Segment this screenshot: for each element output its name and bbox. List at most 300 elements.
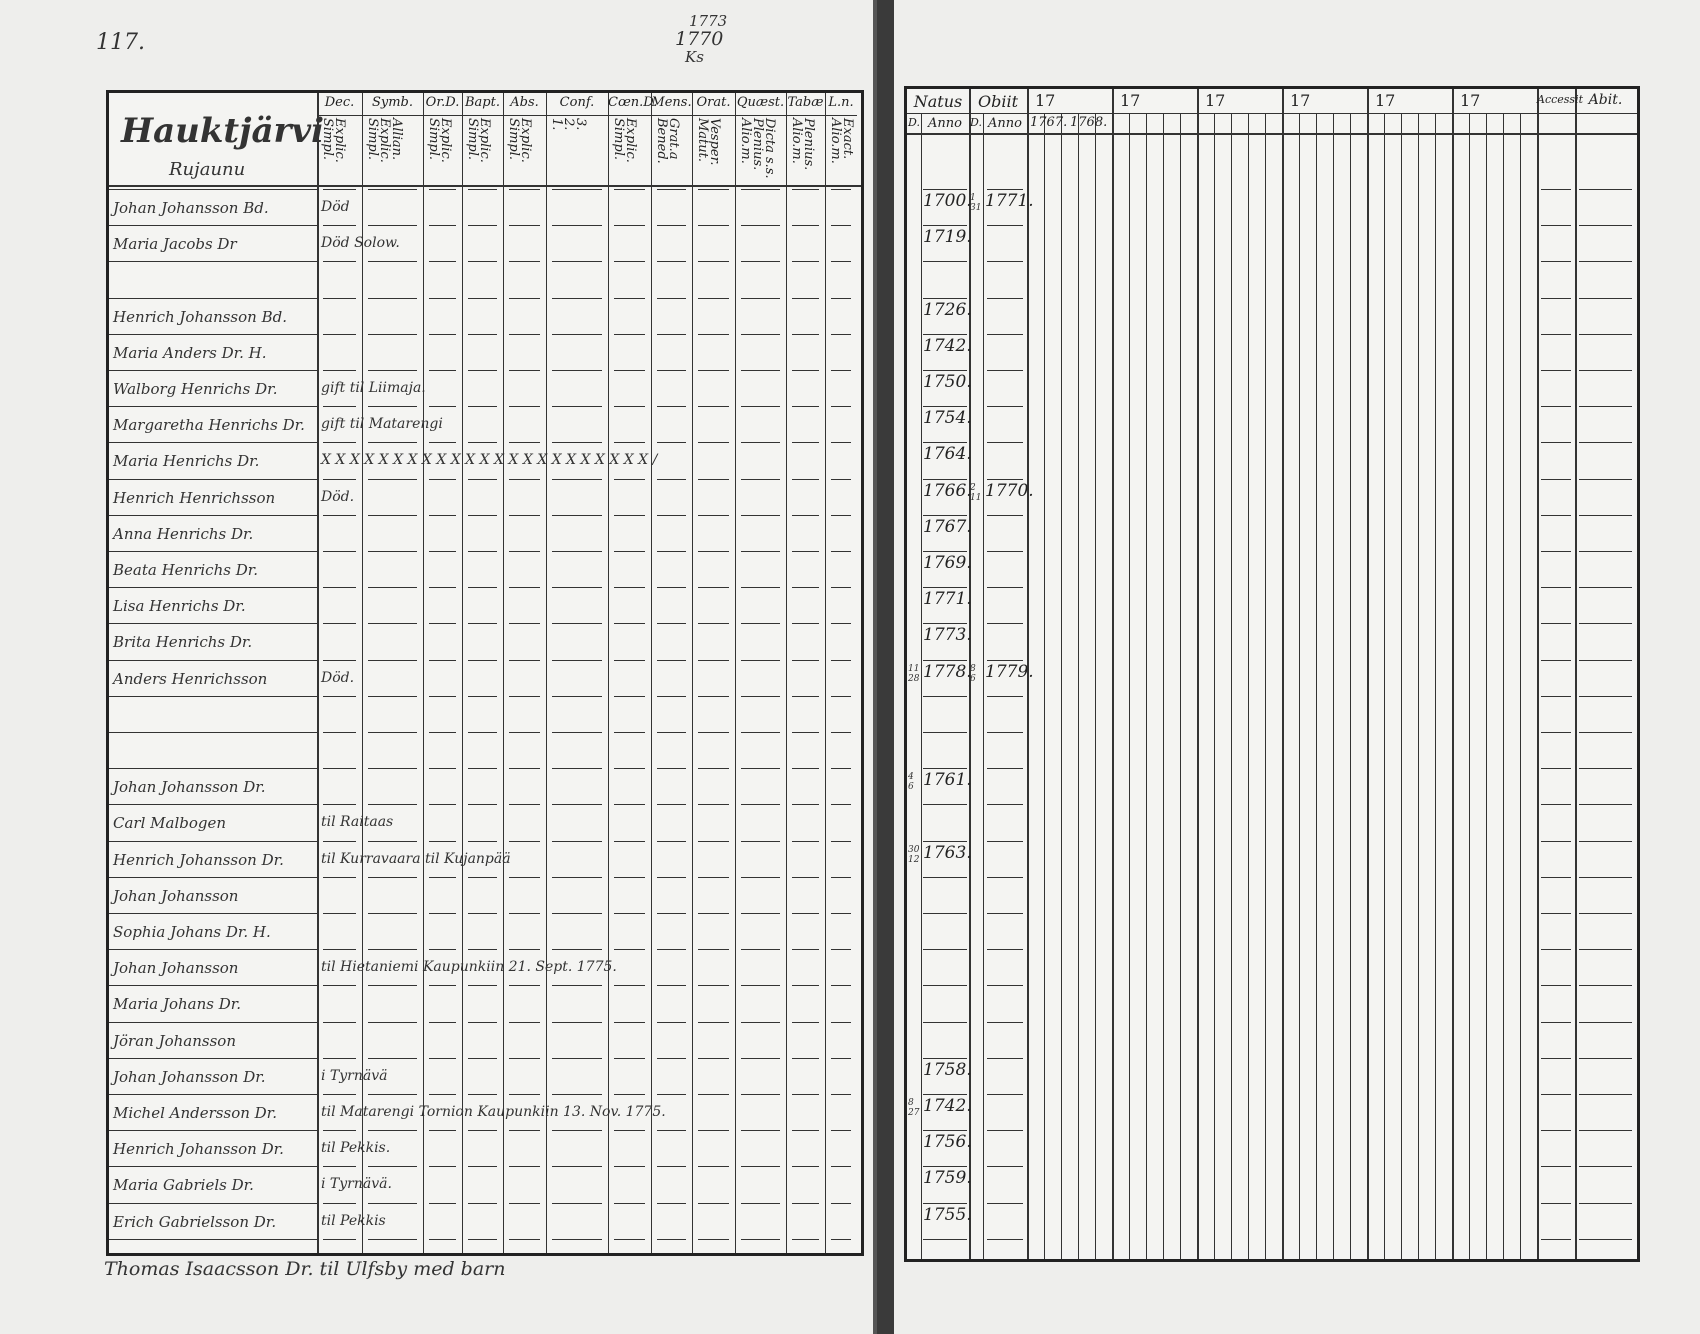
obiit-row-line bbox=[987, 877, 1023, 878]
natus-row-line bbox=[923, 768, 967, 769]
column-row-dash bbox=[368, 1203, 417, 1204]
abiit-row-line bbox=[1579, 913, 1632, 914]
year-subcolumn-line bbox=[1316, 113, 1317, 1259]
obiit-row-line bbox=[987, 1022, 1023, 1023]
natus-row-line bbox=[923, 189, 967, 190]
accessit-row-line bbox=[1541, 877, 1571, 878]
column-row-dash bbox=[831, 587, 851, 588]
obiit-row-line bbox=[987, 406, 1023, 407]
birth-year: 1778. bbox=[923, 661, 972, 682]
register-annotation: til Matarengi Tornion Kaupunkiin 13. Nov. 1775. bbox=[321, 1104, 666, 1120]
top-note-line: 1773 bbox=[689, 12, 728, 30]
column-row-dash bbox=[509, 1058, 540, 1059]
column-row-dash bbox=[698, 1130, 729, 1131]
name-row-line bbox=[109, 406, 317, 407]
name-row-line bbox=[109, 298, 317, 299]
column-row-dash bbox=[429, 985, 456, 986]
abiit-row-line bbox=[1579, 804, 1632, 805]
column-row-dash bbox=[614, 768, 645, 769]
year-subcolumn-line bbox=[1214, 113, 1215, 1259]
column-row-dash bbox=[429, 732, 456, 733]
column-row-dash bbox=[323, 370, 356, 371]
column-subheader-orat: Vesper. Matut. bbox=[695, 118, 722, 166]
year-subcolumn-line bbox=[1265, 113, 1266, 1259]
accessit-row-line bbox=[1541, 949, 1571, 950]
obiit-row-line bbox=[987, 841, 1023, 842]
column-row-dash bbox=[468, 189, 497, 190]
column-row-dash bbox=[741, 515, 780, 516]
column-row-dash bbox=[831, 804, 851, 805]
column-border bbox=[546, 93, 547, 1253]
name-column-border bbox=[317, 93, 319, 1253]
column-row-dash bbox=[614, 1094, 645, 1095]
year-subcolumn-line bbox=[1061, 113, 1062, 1259]
natus-row-line bbox=[923, 804, 967, 805]
obiit-row-line bbox=[987, 696, 1023, 697]
column-border bbox=[692, 93, 693, 1253]
column-row-dash bbox=[468, 841, 497, 842]
obiit-row-line bbox=[987, 913, 1023, 914]
column-subheader-dec: Explic. Simpl. bbox=[320, 118, 347, 163]
column-header-underline bbox=[651, 115, 692, 116]
column-row-dash bbox=[657, 298, 686, 299]
abiit-row-line bbox=[1579, 1058, 1632, 1059]
abiit-row-line bbox=[1579, 696, 1632, 697]
natus-row-line bbox=[923, 877, 967, 878]
column-row-dash bbox=[509, 1130, 540, 1131]
column-row-dash bbox=[552, 189, 602, 190]
column-row-dash bbox=[552, 1058, 602, 1059]
obiit-row-line bbox=[987, 225, 1023, 226]
column-row-dash bbox=[509, 370, 540, 371]
column-row-dash bbox=[323, 913, 356, 914]
column-header-tab: Tabæ bbox=[787, 95, 824, 110]
column-row-dash bbox=[552, 442, 602, 443]
year-column-border bbox=[1197, 89, 1199, 1259]
column-border bbox=[462, 93, 463, 1253]
register-annotation: X X X X X X X X X X X X X X X X X X X X X X X / bbox=[321, 452, 658, 469]
column-row-dash bbox=[698, 949, 729, 950]
year-column-border bbox=[1452, 89, 1454, 1259]
column-row-dash bbox=[429, 1166, 456, 1167]
resident-name: Erich Gabrielsson Dr. bbox=[113, 1212, 277, 1231]
column-header-ln: L.n. bbox=[828, 95, 854, 110]
year-subcolumn-line bbox=[1486, 113, 1487, 1259]
column-row-dash bbox=[831, 1239, 851, 1240]
column-row-dash bbox=[614, 370, 645, 371]
column-row-dash bbox=[468, 1203, 497, 1204]
column-row-dash bbox=[468, 298, 497, 299]
column-row-dash bbox=[614, 1022, 645, 1023]
obiit-row-line bbox=[987, 768, 1023, 769]
column-row-dash bbox=[468, 1239, 497, 1240]
birth-year: 1742. bbox=[923, 335, 972, 356]
natus-row-line bbox=[923, 1130, 967, 1131]
birth-year: 1756. bbox=[923, 1132, 972, 1153]
year-subcolumn-line bbox=[1503, 113, 1504, 1259]
column-row-dash bbox=[552, 334, 602, 335]
column-row-dash bbox=[552, 406, 602, 407]
column-row-dash bbox=[368, 442, 417, 443]
column-row-dash bbox=[552, 1203, 602, 1204]
column-row-dash bbox=[368, 587, 417, 588]
column-row-dash bbox=[792, 334, 819, 335]
column-row-dash bbox=[468, 877, 497, 878]
name-row-line bbox=[109, 768, 317, 769]
obiit-row-line bbox=[987, 949, 1023, 950]
top-note-line: Ks bbox=[685, 48, 704, 66]
birth-year: 1758. bbox=[923, 1059, 972, 1080]
column-row-dash bbox=[698, 623, 729, 624]
column-row-dash bbox=[614, 515, 645, 516]
obiit-row-line bbox=[987, 515, 1023, 516]
obiit-row-line bbox=[987, 334, 1023, 335]
name-row-line bbox=[109, 261, 317, 262]
column-row-dash bbox=[792, 1094, 819, 1095]
column-row-dash bbox=[509, 479, 540, 480]
column-row-dash bbox=[468, 949, 497, 950]
accessit-row-line bbox=[1541, 479, 1571, 480]
top-note-line: 1770 bbox=[675, 28, 724, 50]
column-row-dash bbox=[831, 623, 851, 624]
column-row-dash bbox=[323, 334, 356, 335]
column-row-dash bbox=[552, 551, 602, 552]
column-subheader-tab: Plenius. Alio.m. bbox=[789, 118, 816, 171]
column-row-dash bbox=[552, 1166, 602, 1167]
column-row-dash bbox=[657, 1239, 686, 1240]
column-row-dash bbox=[657, 1022, 686, 1023]
column-row-dash bbox=[323, 1094, 356, 1095]
column-row-dash bbox=[552, 515, 602, 516]
resident-name: Maria Gabriels Dr. bbox=[113, 1176, 254, 1195]
natus-row-line bbox=[923, 732, 967, 733]
death-year: 1779. bbox=[985, 661, 1034, 682]
column-row-dash bbox=[741, 732, 780, 733]
obiit-row-line bbox=[987, 1166, 1023, 1167]
column-row-dash bbox=[429, 1058, 456, 1059]
column-row-dash bbox=[368, 1130, 417, 1131]
resident-name: Anna Henrichs Dr. bbox=[113, 524, 254, 543]
year-mark: 1767. bbox=[1030, 115, 1068, 130]
column-row-dash bbox=[368, 768, 417, 769]
column-row-dash bbox=[614, 804, 645, 805]
name-row-line bbox=[109, 1239, 317, 1240]
obiit-row-line bbox=[987, 623, 1023, 624]
resident-name: Jöran Johansson bbox=[113, 1031, 236, 1050]
column-row-dash bbox=[552, 479, 602, 480]
column-row-dash bbox=[614, 551, 645, 552]
page-number: 117. bbox=[96, 30, 145, 55]
column-header-symb: Symb. bbox=[371, 95, 414, 110]
register-annotation: til Raitaas bbox=[321, 814, 394, 831]
obiit-d-label: D. bbox=[970, 116, 982, 129]
register-annotation: Död bbox=[321, 199, 350, 215]
name-row-line bbox=[109, 479, 317, 480]
accessit-row-line bbox=[1541, 587, 1571, 588]
column-row-dash bbox=[552, 623, 602, 624]
name-row-line bbox=[109, 1094, 317, 1095]
column-row-dash bbox=[741, 804, 780, 805]
column-row-dash bbox=[468, 1022, 497, 1023]
column-row-dash bbox=[509, 732, 540, 733]
column-row-dash bbox=[831, 913, 851, 914]
column-row-dash bbox=[614, 985, 645, 986]
year-column-border bbox=[1282, 89, 1284, 1259]
column-row-dash bbox=[614, 189, 645, 190]
register-annotation: til Kurravaara til Kujanpää bbox=[321, 850, 511, 867]
natus-row-line bbox=[923, 587, 967, 588]
column-row-dash bbox=[552, 877, 602, 878]
natus-d-label: D. bbox=[908, 116, 920, 129]
column-row-dash bbox=[741, 660, 780, 661]
accessit-row-line bbox=[1541, 1058, 1571, 1059]
column-row-dash bbox=[657, 696, 686, 697]
column-row-dash bbox=[831, 298, 851, 299]
column-row-dash bbox=[698, 1022, 729, 1023]
year-column-header: 17 bbox=[1120, 91, 1141, 110]
obiit-row-line bbox=[987, 1203, 1023, 1204]
column-row-dash bbox=[429, 1239, 456, 1240]
column-row-dash bbox=[698, 732, 729, 733]
abiit-row-line bbox=[1579, 841, 1632, 842]
name-row-line bbox=[109, 551, 317, 552]
register-annotation: gift til Matarengi bbox=[321, 416, 443, 433]
column-row-dash bbox=[429, 768, 456, 769]
column-header-underline bbox=[362, 115, 423, 116]
column-row-dash bbox=[741, 479, 780, 480]
column-border bbox=[825, 93, 826, 1253]
column-row-dash bbox=[831, 660, 851, 661]
register-annotation: i Tyrnävä. bbox=[321, 1176, 392, 1193]
natus-row-line bbox=[923, 623, 967, 624]
year-subcolumn-line bbox=[1044, 113, 1045, 1259]
accessit-row-line bbox=[1541, 1022, 1571, 1023]
resident-name: Maria Jacobs Dr bbox=[113, 235, 237, 254]
birth-year: 1773. bbox=[923, 625, 972, 646]
column-row-dash bbox=[698, 1058, 729, 1059]
accessit-row-line bbox=[1541, 913, 1571, 914]
column-row-dash bbox=[468, 442, 497, 443]
column-row-dash bbox=[657, 1094, 686, 1095]
year-subcolumn-line bbox=[1095, 113, 1096, 1259]
column-row-dash bbox=[614, 696, 645, 697]
column-row-dash bbox=[323, 406, 356, 407]
column-border bbox=[735, 93, 736, 1253]
column-row-dash bbox=[657, 334, 686, 335]
column-row-dash bbox=[468, 587, 497, 588]
column-row-dash bbox=[509, 189, 540, 190]
column-row-dash bbox=[792, 1239, 819, 1240]
resident-name: Margaretha Henrichs Dr. bbox=[113, 416, 305, 435]
column-row-dash bbox=[741, 913, 780, 914]
column-row-dash bbox=[741, 623, 780, 624]
column-row-dash bbox=[509, 587, 540, 588]
register-annotation: til Pekkis bbox=[321, 1212, 386, 1229]
birth-year: 1767. bbox=[923, 516, 972, 537]
column-row-dash bbox=[552, 261, 602, 262]
natus-row-line bbox=[923, 1239, 967, 1240]
accessit-row-line bbox=[1541, 1166, 1571, 1167]
year-subcolumn-line bbox=[1248, 113, 1249, 1259]
column-row-dash bbox=[698, 877, 729, 878]
household-heading: Hauktjärvi bbox=[121, 111, 325, 151]
name-row-line bbox=[109, 841, 317, 842]
name-row-line bbox=[109, 623, 317, 624]
accessit-row-line bbox=[1541, 261, 1571, 262]
column-row-dash bbox=[429, 1203, 456, 1204]
column-row-dash bbox=[657, 551, 686, 552]
year-subcolumn-line bbox=[1418, 113, 1419, 1259]
column-border bbox=[423, 93, 424, 1253]
column-row-dash bbox=[429, 696, 456, 697]
natus-row-line bbox=[923, 261, 967, 262]
year-column-header: 17 bbox=[1035, 91, 1056, 110]
abiit-row-line bbox=[1579, 1130, 1632, 1131]
obiit-row-line bbox=[987, 985, 1023, 986]
column-row-dash bbox=[323, 732, 356, 733]
obiit-row-line bbox=[987, 1239, 1023, 1240]
death-day: 2 11 bbox=[970, 482, 982, 503]
column-subheader-symb: Allian. Explic. Simpl. bbox=[365, 118, 404, 163]
accessit-row-line bbox=[1541, 1203, 1571, 1204]
column-row-dash bbox=[792, 985, 819, 986]
natus-row-line bbox=[923, 841, 967, 842]
column-row-dash bbox=[368, 804, 417, 805]
column-row-dash bbox=[657, 1058, 686, 1059]
column-row-dash bbox=[614, 877, 645, 878]
column-row-dash bbox=[831, 479, 851, 480]
abiit-row-line bbox=[1579, 442, 1632, 443]
abiit-row-line bbox=[1579, 587, 1632, 588]
natus-row-line bbox=[923, 1203, 967, 1204]
accessit-row-line bbox=[1541, 660, 1571, 661]
column-row-dash bbox=[323, 189, 356, 190]
name-row-line bbox=[109, 370, 317, 371]
birth-year: 1769. bbox=[923, 553, 972, 573]
column-subheader-mens: Grat.a Bened. bbox=[654, 118, 681, 164]
resident-name: Henrich Henrichsson bbox=[113, 488, 276, 507]
column-border bbox=[608, 93, 609, 1253]
right-register-table bbox=[904, 86, 1640, 1262]
column-row-dash bbox=[429, 877, 456, 878]
register-annotation: gift til Liimaja. bbox=[321, 380, 426, 396]
column-row-dash bbox=[509, 768, 540, 769]
column-row-dash bbox=[657, 660, 686, 661]
column-row-dash bbox=[429, 841, 456, 842]
column-row-dash bbox=[657, 1166, 686, 1167]
column-row-dash bbox=[741, 1166, 780, 1167]
column-row-dash bbox=[429, 261, 456, 262]
resident-name: Carl Malbogen bbox=[113, 814, 227, 833]
obiit-row-line bbox=[987, 587, 1023, 588]
column-row-dash bbox=[614, 442, 645, 443]
column-row-dash bbox=[831, 949, 851, 950]
column-row-dash bbox=[429, 334, 456, 335]
column-row-dash bbox=[468, 696, 497, 697]
column-subheader-coend: Explic. Simpl. bbox=[611, 118, 638, 163]
abiit-row-line bbox=[1579, 370, 1632, 371]
abiit-row-line bbox=[1579, 877, 1632, 878]
birth-year: 1755. bbox=[923, 1204, 972, 1225]
year-column-header: 17 bbox=[1205, 91, 1226, 110]
column-row-dash bbox=[429, 515, 456, 516]
column-header-mens: Mens. bbox=[651, 95, 692, 110]
column-row-dash bbox=[468, 334, 497, 335]
accessit-row-line bbox=[1541, 189, 1571, 190]
column-row-dash bbox=[509, 515, 540, 516]
column-row-dash bbox=[698, 298, 729, 299]
column-row-dash bbox=[792, 732, 819, 733]
column-row-dash bbox=[429, 1094, 456, 1095]
resident-name: Henrich Johansson Dr. bbox=[113, 1140, 284, 1159]
abiit-row-line bbox=[1579, 225, 1632, 226]
abiit-row-line bbox=[1579, 189, 1632, 190]
column-row-dash bbox=[614, 334, 645, 335]
natus-d-border bbox=[921, 113, 922, 1259]
column-row-dash bbox=[792, 1058, 819, 1059]
column-row-dash bbox=[368, 949, 417, 950]
natus-anno-label: Anno bbox=[928, 116, 962, 131]
column-row-dash bbox=[468, 261, 497, 262]
column-row-dash bbox=[657, 479, 686, 480]
column-row-dash bbox=[368, 1239, 417, 1240]
year-subcolumn-line bbox=[1180, 113, 1181, 1259]
column-row-dash bbox=[429, 1130, 456, 1131]
year-subcolumn-line bbox=[1333, 113, 1334, 1259]
column-row-dash bbox=[468, 804, 497, 805]
column-row-dash bbox=[741, 587, 780, 588]
column-row-dash bbox=[614, 587, 645, 588]
column-row-dash bbox=[741, 696, 780, 697]
column-row-dash bbox=[792, 768, 819, 769]
year-subcolumn-line bbox=[1350, 113, 1351, 1259]
column-row-dash bbox=[323, 1239, 356, 1240]
column-row-dash bbox=[741, 261, 780, 262]
abiit-row-line bbox=[1579, 406, 1632, 407]
birth-year: 1764. bbox=[923, 444, 972, 465]
name-row-line bbox=[109, 877, 317, 878]
natus-row-line bbox=[923, 334, 967, 335]
column-row-dash bbox=[429, 370, 456, 371]
column-row-dash bbox=[552, 1239, 602, 1240]
name-row-line bbox=[109, 913, 317, 914]
obiit-row-line bbox=[987, 442, 1023, 443]
column-row-dash bbox=[468, 623, 497, 624]
column-row-dash bbox=[698, 334, 729, 335]
column-row-dash bbox=[657, 841, 686, 842]
column-row-dash bbox=[368, 623, 417, 624]
column-row-dash bbox=[741, 768, 780, 769]
column-row-dash bbox=[831, 515, 851, 516]
birth-year: 1763. bbox=[923, 842, 972, 863]
column-row-dash bbox=[657, 949, 686, 950]
column-row-dash bbox=[741, 189, 780, 190]
column-row-dash bbox=[552, 841, 602, 842]
column-row-dash bbox=[831, 551, 851, 552]
column-row-dash bbox=[792, 841, 819, 842]
column-row-dash bbox=[614, 1130, 645, 1131]
column-row-dash bbox=[792, 298, 819, 299]
column-row-dash bbox=[552, 587, 602, 588]
birth-day: 8 27 bbox=[908, 1098, 920, 1118]
column-row-dash bbox=[468, 985, 497, 986]
column-row-dash bbox=[831, 406, 851, 407]
column-row-dash bbox=[657, 985, 686, 986]
resident-name: Johan Johansson Bd. bbox=[113, 199, 269, 217]
column-row-dash bbox=[468, 1094, 497, 1095]
birth-year: 1771. bbox=[923, 589, 972, 610]
accessit-row-line bbox=[1541, 442, 1571, 443]
